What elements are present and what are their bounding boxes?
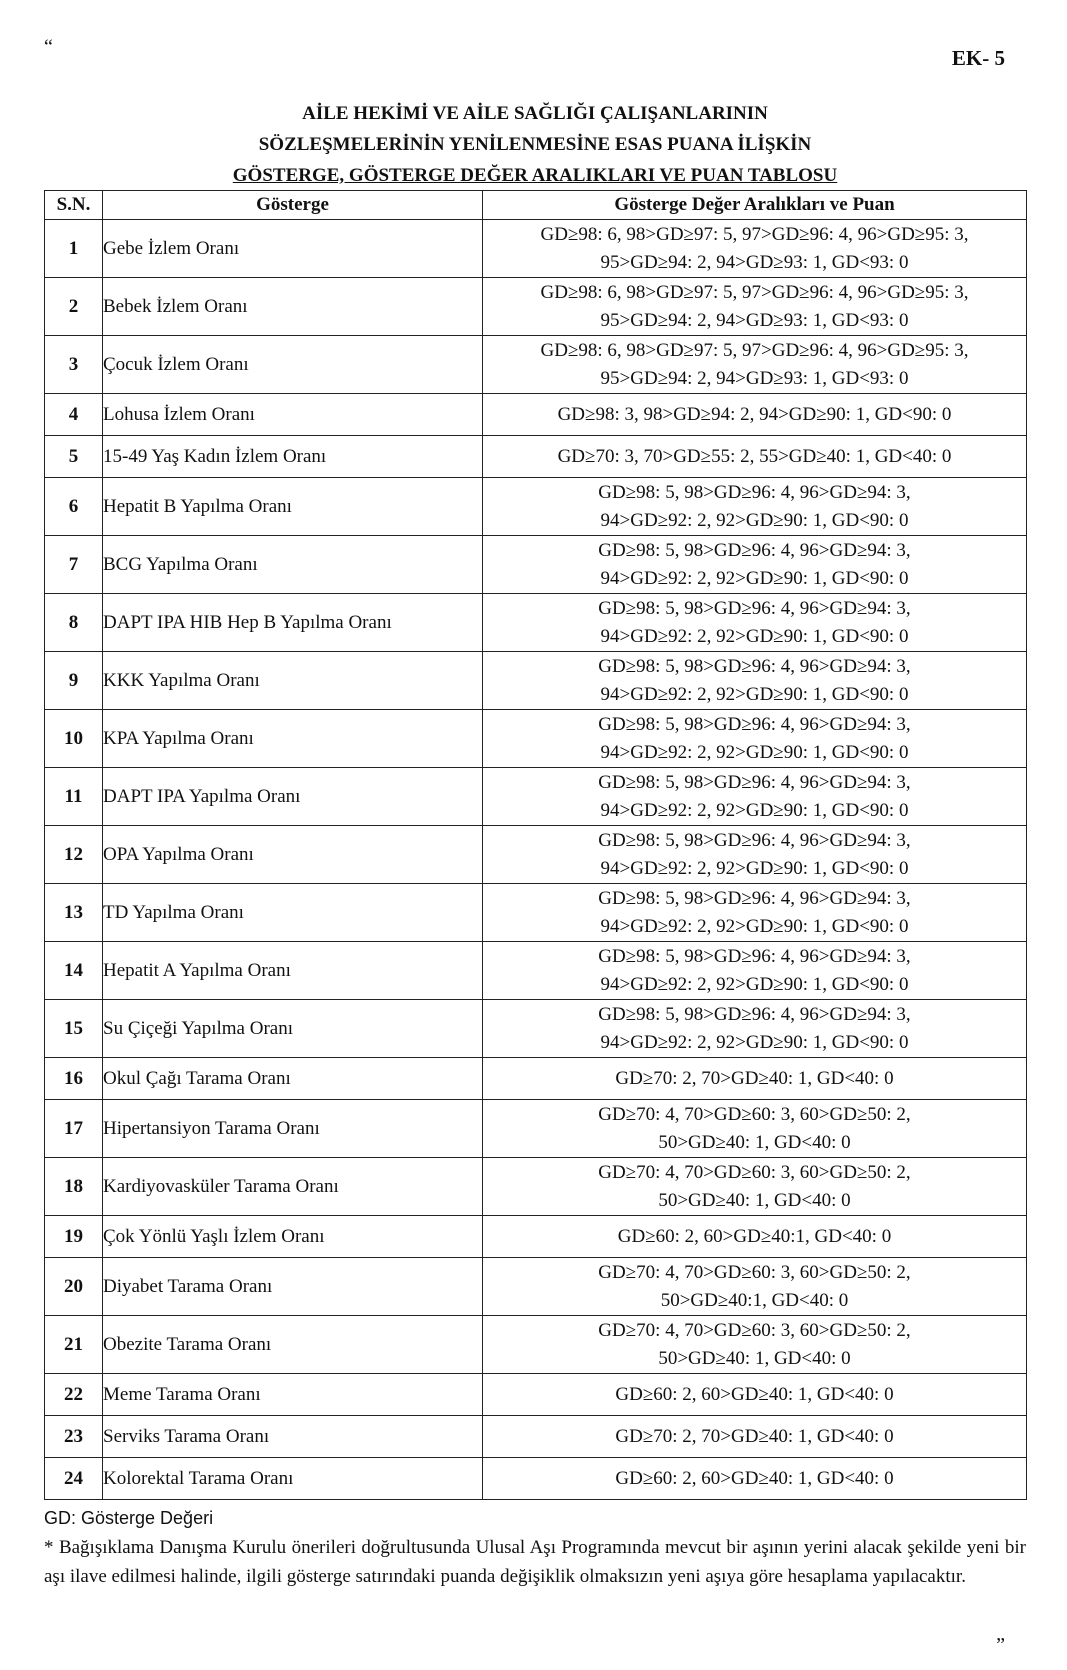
row-sn: 3 — [45, 336, 103, 394]
row-indicator: BCG Yapılma Oranı — [103, 536, 483, 594]
row-ranges — [483, 1458, 1027, 1500]
row-indicator: DAPT IPA Yapılma Oranı — [103, 768, 483, 826]
row-sn: 2 — [45, 278, 103, 336]
row-sn: 8 — [45, 594, 103, 652]
row-ranges — [483, 536, 1027, 594]
row-indicator: Meme Tarama Oranı — [103, 1374, 483, 1416]
row-ranges — [483, 436, 1027, 478]
range-line-1: GD≥98: 5, 98>GD≥96: 4, 96>GD≥94: 3, — [598, 887, 911, 909]
row-ranges — [483, 652, 1027, 710]
row-indicator: Hepatit B Yapılma Oranı — [103, 478, 483, 536]
table-body — [45, 220, 1027, 1500]
row-indicator: Kolorektal Tarama Oranı — [103, 1458, 483, 1500]
row-ranges — [483, 942, 1027, 1000]
row-sn: 19 — [45, 1216, 103, 1258]
range-line-2: 94>GD≥92: 2, 92>GD≥90: 1, GD<90: 0 — [600, 567, 909, 589]
row-ranges — [483, 1316, 1027, 1374]
row-sn: 18 — [45, 1158, 103, 1216]
row-ranges — [483, 826, 1027, 884]
row-indicator: Lohusa İzlem Oranı — [103, 394, 483, 436]
range-line-1: GD≥60: 2, 60>GD≥40:1, GD<40: 0 — [617, 1225, 892, 1247]
row-ranges — [483, 336, 1027, 394]
table-row — [45, 652, 1027, 710]
range-line-2: 94>GD≥92: 2, 92>GD≥90: 1, GD<90: 0 — [600, 625, 909, 647]
table-row — [45, 536, 1027, 594]
row-ranges — [483, 710, 1027, 768]
row-sn: 14 — [45, 942, 103, 1000]
row-indicator: Obezite Tarama Oranı — [103, 1316, 483, 1374]
row-sn: 5 — [45, 436, 103, 478]
range-line-1: GD≥98: 5, 98>GD≥96: 4, 96>GD≥94: 3, — [598, 829, 911, 851]
table-row — [45, 220, 1027, 278]
range-line-2: 94>GD≥92: 2, 92>GD≥90: 1, GD<90: 0 — [600, 741, 909, 763]
range-line-2: 95>GD≥94: 2, 94>GD≥93: 1, GD<93: 0 — [600, 251, 909, 273]
row-indicator: OPA Yapılma Oranı — [103, 826, 483, 884]
range-line-2: 94>GD≥92: 2, 92>GD≥90: 1, GD<90: 0 — [600, 857, 909, 879]
row-ranges — [483, 1058, 1027, 1100]
range-line-2: 94>GD≥92: 2, 92>GD≥90: 1, GD<90: 0 — [600, 1031, 909, 1053]
row-indicator: KPA Yapılma Oranı — [103, 710, 483, 768]
row-sn: 9 — [45, 652, 103, 710]
row-indicator: Serviks Tarama Oranı — [103, 1416, 483, 1458]
range-line-2: 50>GD≥40:1, GD<40: 0 — [660, 1289, 849, 1311]
annex-code: EK- 5 — [951, 46, 1005, 70]
table-row — [45, 1458, 1027, 1500]
row-indicator: KKK Yapılma Oranı — [103, 652, 483, 710]
table-row — [45, 478, 1027, 536]
table-row — [45, 594, 1027, 652]
table-row — [45, 278, 1027, 336]
range-line-1: GD≥98: 6, 98>GD≥97: 5, 97>GD≥96: 4, 96>GD≥95: 3, — [540, 339, 969, 361]
header-sn: S.N. — [45, 191, 103, 220]
range-line-2: 94>GD≥92: 2, 92>GD≥90: 1, GD<90: 0 — [600, 799, 909, 821]
range-line-1: GD≥70: 4, 70>GD≥60: 3, 60>GD≥50: 2, — [598, 1261, 911, 1283]
range-line-1: GD≥98: 5, 98>GD≥96: 4, 96>GD≥94: 3, — [598, 481, 911, 503]
row-indicator: DAPT IPA HIB Hep B Yapılma Oranı — [103, 594, 483, 652]
row-sn: 4 — [45, 394, 103, 436]
row-indicator: Bebek İzlem Oranı — [103, 278, 483, 336]
row-ranges — [483, 768, 1027, 826]
header-indicator: Gösterge — [103, 191, 483, 220]
row-indicator: Diyabet Tarama Oranı — [103, 1258, 483, 1316]
row-indicator: Gebe İzlem Oranı — [103, 220, 483, 278]
range-line-2: 50>GD≥40: 1, GD<40: 0 — [658, 1347, 851, 1369]
row-sn: 23 — [45, 1416, 103, 1458]
row-sn: 21 — [45, 1316, 103, 1374]
row-sn: 6 — [45, 478, 103, 536]
row-indicator: 15-49 Yaş Kadın İzlem Oranı — [103, 436, 483, 478]
range-line-1: GD≥98: 3, 98>GD≥94: 2, 94>GD≥90: 1, GD<90: 0 — [557, 403, 952, 425]
row-sn: 11 — [45, 768, 103, 826]
row-indicator: TD Yapılma Oranı — [103, 884, 483, 942]
row-ranges — [483, 594, 1027, 652]
range-line-1: GD≥98: 5, 98>GD≥96: 4, 96>GD≥94: 3, — [598, 539, 911, 561]
row-indicator: Çocuk İzlem Oranı — [103, 336, 483, 394]
footer-notes — [44, 1504, 1026, 1591]
row-ranges — [483, 220, 1027, 278]
range-line-1: GD≥70: 4, 70>GD≥60: 3, 60>GD≥50: 2, — [598, 1319, 911, 1341]
table-row — [45, 1316, 1027, 1374]
row-ranges — [483, 1258, 1027, 1316]
row-ranges — [483, 478, 1027, 536]
range-line-1: GD≥98: 6, 98>GD≥97: 5, 97>GD≥96: 4, 96>GD≥95: 3, — [540, 281, 969, 303]
range-line-1: GD≥70: 2, 70>GD≥40: 1, GD<40: 0 — [615, 1067, 894, 1089]
title-line-1: AİLE HEKİMİ VE AİLE SAĞLIĞI ÇALIŞANLARININ — [302, 103, 768, 124]
row-sn: 24 — [45, 1458, 103, 1500]
range-line-1: GD≥60: 2, 60>GD≥40: 1, GD<40: 0 — [615, 1467, 894, 1489]
table-row — [45, 1158, 1027, 1216]
table-row — [45, 768, 1027, 826]
table-row — [45, 336, 1027, 394]
range-line-2: 95>GD≥94: 2, 94>GD≥93: 1, GD<93: 0 — [600, 367, 909, 389]
range-line-2: 94>GD≥92: 2, 92>GD≥90: 1, GD<90: 0 — [600, 509, 909, 531]
range-line-1: GD≥98: 5, 98>GD≥96: 4, 96>GD≥94: 3, — [598, 945, 911, 967]
row-ranges — [483, 1374, 1027, 1416]
table-row — [45, 1216, 1027, 1258]
range-line-1: GD≥60: 2, 60>GD≥40: 1, GD<40: 0 — [615, 1383, 894, 1405]
table-row — [45, 1258, 1027, 1316]
range-line-1: GD≥98: 5, 98>GD≥96: 4, 96>GD≥94: 3, — [598, 1003, 911, 1025]
header-ranges: Gösterge Değer Aralıkları ve Puan — [483, 191, 1027, 220]
table-row — [45, 884, 1027, 942]
row-sn: 13 — [45, 884, 103, 942]
row-sn: 7 — [45, 536, 103, 594]
range-line-2: 94>GD≥92: 2, 92>GD≥90: 1, GD<90: 0 — [600, 915, 909, 937]
range-line-1: GD≥70: 4, 70>GD≥60: 3, 60>GD≥50: 2, — [598, 1161, 911, 1183]
range-line-2: 94>GD≥92: 2, 92>GD≥90: 1, GD<90: 0 — [600, 973, 909, 995]
row-sn: 1 — [45, 220, 103, 278]
row-sn: 17 — [45, 1100, 103, 1158]
footnote-text: * Bağışıklama Danışma Kurulu önerileri doğrultusunda Ulusal Aşı Programında mevcut bir aşının yerini alacak şekilde yeni bir aşı ilave edilmesi halinde, ilgili gösterge satırındaki puanda değişiklik olmaksızın yeni aşıya göre hesaplama yapılacaktır. — [44, 1537, 1026, 1587]
row-sn: 20 — [45, 1258, 103, 1316]
row-ranges — [483, 278, 1027, 336]
row-indicator: Su Çiçeği Yapılma Oranı — [103, 1000, 483, 1058]
row-ranges — [483, 1416, 1027, 1458]
row-indicator: Hipertansiyon Tarama Oranı — [103, 1100, 483, 1158]
range-line-1: GD≥98: 5, 98>GD≥96: 4, 96>GD≥94: 3, — [598, 597, 911, 619]
range-line-1: GD≥98: 6, 98>GD≥97: 5, 97>GD≥96: 4, 96>GD≥95: 3, — [540, 223, 969, 245]
table-row — [45, 826, 1027, 884]
range-line-2: 94>GD≥92: 2, 92>GD≥90: 1, GD<90: 0 — [600, 683, 909, 705]
closing-quote-mark: ” — [996, 1634, 1005, 1656]
row-ranges — [483, 1100, 1027, 1158]
range-line-1: GD≥98: 5, 98>GD≥96: 4, 96>GD≥94: 3, — [598, 713, 911, 735]
range-line-2: 50>GD≥40: 1, GD<40: 0 — [658, 1189, 851, 1211]
row-sn: 16 — [45, 1058, 103, 1100]
row-indicator: Hepatit A Yapılma Oranı — [103, 942, 483, 1000]
table-row — [45, 436, 1027, 478]
row-ranges — [483, 1216, 1027, 1258]
table-row — [45, 1000, 1027, 1058]
table-header — [45, 191, 1027, 220]
legend-text: GD: Gösterge Değeri — [44, 1508, 214, 1528]
row-ranges — [483, 394, 1027, 436]
row-sn: 12 — [45, 826, 103, 884]
table-row — [45, 1100, 1027, 1158]
title-line-3: GÖSTERGE, GÖSTERGE DEĞER ARALIKLARI VE PUAN TABLOSU — [232, 165, 838, 186]
row-sn: 22 — [45, 1374, 103, 1416]
row-ranges — [483, 1000, 1027, 1058]
range-line-1: GD≥70: 4, 70>GD≥60: 3, 60>GD≥50: 2, — [598, 1103, 911, 1125]
table-row — [45, 394, 1027, 436]
range-line-1: GD≥98: 5, 98>GD≥96: 4, 96>GD≥94: 3, — [598, 771, 911, 793]
row-indicator: Kardiyovasküler Tarama Oranı — [103, 1158, 483, 1216]
table-row — [45, 1058, 1027, 1100]
row-indicator: Okul Çağı Tarama Oranı — [103, 1058, 483, 1100]
range-line-1: GD≥70: 3, 70>GD≥55: 2, 55>GD≥40: 1, GD<40: 0 — [557, 445, 952, 467]
row-ranges — [483, 1158, 1027, 1216]
range-line-1: GD≥98: 5, 98>GD≥96: 4, 96>GD≥94: 3, — [598, 655, 911, 677]
row-sn: 10 — [45, 710, 103, 768]
row-indicator: Çok Yönlü Yaşlı İzlem Oranı — [103, 1216, 483, 1258]
table-row — [45, 1374, 1027, 1416]
document-title — [44, 98, 1026, 191]
range-line-2: 50>GD≥40: 1, GD<40: 0 — [658, 1131, 851, 1153]
title-line-2: SÖZLEŞMELERİNİN YENİLENMESİNE ESAS PUANA İLİŞKİN — [258, 134, 812, 155]
table-row — [45, 710, 1027, 768]
opening-quote-mark: “ — [44, 36, 53, 58]
indicator-score-table — [44, 190, 1027, 1500]
range-line-2: 95>GD≥94: 2, 94>GD≥93: 1, GD<93: 0 — [600, 309, 909, 331]
range-line-1: GD≥70: 2, 70>GD≥40: 1, GD<40: 0 — [615, 1425, 894, 1447]
row-ranges — [483, 884, 1027, 942]
table-row — [45, 942, 1027, 1000]
row-sn: 15 — [45, 1000, 103, 1058]
table-row — [45, 1416, 1027, 1458]
